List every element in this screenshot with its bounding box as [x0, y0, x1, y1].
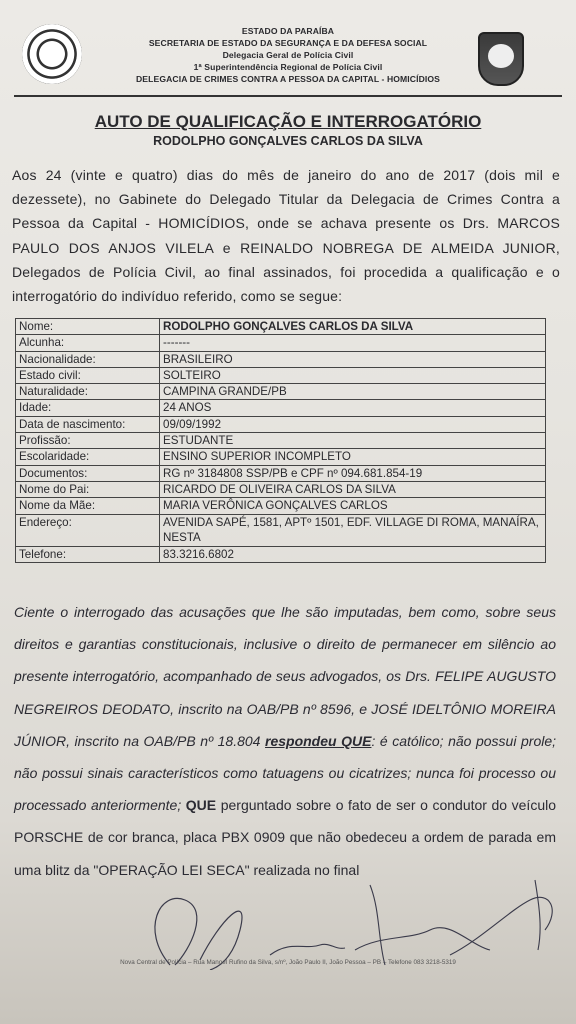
- row-label: Endereço:: [16, 514, 160, 546]
- table-row: [16, 449, 546, 465]
- table-row: [16, 319, 546, 335]
- table-row: [16, 546, 546, 562]
- header-line-delegacia-homicidios: DELEGACIA DE CRIMES CONTRA A PESSOA DA CAPITAL - HOMICÍDIOS: [136, 74, 440, 84]
- table-row: [16, 481, 546, 497]
- table-row: [16, 384, 546, 400]
- table-row: [16, 416, 546, 432]
- row-label: Nacionalidade:: [16, 351, 160, 367]
- row-label: Nome do Pai:: [16, 481, 160, 497]
- intro-paragraph: Aos 24 (vinte e quatro) dias do mês de janeiro do ano de 2017 (dois mil e dezessete), no Gabinete do Delegado Titular da Delegacia de Crimes Contra a Pessoa da Capital - HOMICÍDIOS, onde se achava presente os Drs. MARCOS PAULO DOS ANJOS VILELA e REINALDO NOBREGA DE ALMEIDA JUNIOR, Delegados de Polícia Civil, ao final assinados, foi procedida a qualificação e o interrogatório do indivíduo referido, como se segue:: [12, 167, 560, 305]
- table-row: [16, 335, 546, 351]
- row-label: Documentos:: [16, 465, 160, 481]
- row-label: Profissão:: [16, 433, 160, 449]
- row-label: Data de nascimento:: [16, 416, 160, 432]
- row-value: CAMPINA GRANDE/PB: [160, 384, 546, 400]
- table-row: [16, 400, 546, 416]
- row-value: ESTUDANTE: [160, 433, 546, 449]
- row-label: Nome:: [16, 319, 160, 335]
- handwritten-signatures: [130, 870, 570, 970]
- body-part-3: perguntado sobre o fato de ser o condutor do veículo PORSCHE de cor branca, placa PBX 0909 que não obedeceu a ordem de parada em uma blitz da "OPERAÇÃO LEI SECA" realizada no final: [14, 797, 557, 878]
- row-value: MARIA VERÔNICA GONÇALVES CARLOS: [160, 498, 546, 514]
- header-line-state: ESTADO DA PARAÍBA: [241, 26, 335, 36]
- row-value: AVENIDA SAPÉ, 1581, APTº 1501, EDF. VILLAGE DI ROMA, MANAÍRA, NESTA: [160, 514, 546, 546]
- body-part-1: Ciente o interrogado das acusações que lhe são imputadas, bem como, sobre seus direitos e garantias constitucionais, inclusive o direito de permanecer em silêncio ao presente interrogatório, acompanhado de seus advogados, os Drs. FELIPE AUGUSTO NEGREIROS DEODATO, inscrito na OAB/PB nº 8596, e JOSÉ IDELTÔNIO MOREIRA JÚNIOR, inscrito na OAB/PB nº 18.804: [14, 604, 556, 749]
- row-label: Nome da Mãe:: [16, 498, 160, 514]
- table-row: [16, 367, 546, 383]
- header-divider: [14, 95, 562, 97]
- table-row: [16, 351, 546, 367]
- row-value: RICARDO DE OLIVEIRA CARLOS DA SILVA: [160, 481, 546, 497]
- table-row: [16, 433, 546, 449]
- row-value: SOLTEIRO: [160, 367, 546, 383]
- document-title: AUTO DE QUALIFICAÇÃO E INTERROGATÓRIO: [94, 112, 482, 131]
- interrogation-paragraph: [14, 596, 556, 886]
- row-label: Idade:: [16, 400, 160, 416]
- que-keyword: QUE: [185, 797, 217, 814]
- header-line-delegacia-geral: Delegacia Geral de Polícia Civil: [222, 50, 354, 60]
- row-value: -------: [160, 335, 546, 351]
- row-label: Naturalidade:: [16, 384, 160, 400]
- row-value: RODOLPHO GONÇALVES CARLOS DA SILVA: [160, 319, 546, 335]
- table-row: [16, 514, 546, 546]
- row-value: 83.3216.6802: [160, 546, 546, 562]
- qualification-table: [15, 318, 546, 563]
- table-row: [16, 465, 546, 481]
- document-subtitle: RODOLPHO GONÇALVES CARLOS DA SILVA: [153, 134, 423, 148]
- row-label: Escolaridade:: [16, 449, 160, 465]
- header-line-superintendencia: 1ª Superintendência Regional de Polícia Civil: [193, 62, 383, 72]
- row-label: Alcunha:: [16, 335, 160, 351]
- body-part-2: : é católico; não possui prole; não possui sinais característicos como tatuagens ou cicatrizes; nunca foi processo ou processado anteriormente;: [14, 732, 557, 814]
- row-value: RG nº 3184808 SSP/PB e CPF nº 094.681.854-19: [160, 465, 546, 481]
- row-value: ENSINO SUPERIOR INCOMPLETO: [160, 449, 546, 465]
- row-value: 09/09/1992: [160, 416, 546, 432]
- table-row: [16, 498, 546, 514]
- row-value: 24 ANOS: [160, 400, 546, 416]
- respondeu-que: respondeu QUE: [265, 732, 372, 749]
- row-label: Telefone:: [16, 546, 160, 562]
- header-line-secretaria: SECRETARIA DE ESTADO DA SEGURANÇA E DA DEFESA SOCIAL: [148, 38, 428, 48]
- row-label: Estado civil:: [16, 367, 160, 383]
- document-footer: Nova Central de Polícia – Rua Manoel Rufino da Silva, s/nº, João Paulo II, João Pessoa – PB – Telefone 083 3218-5319: [120, 959, 456, 966]
- row-value: BRASILEIRO: [160, 351, 546, 367]
